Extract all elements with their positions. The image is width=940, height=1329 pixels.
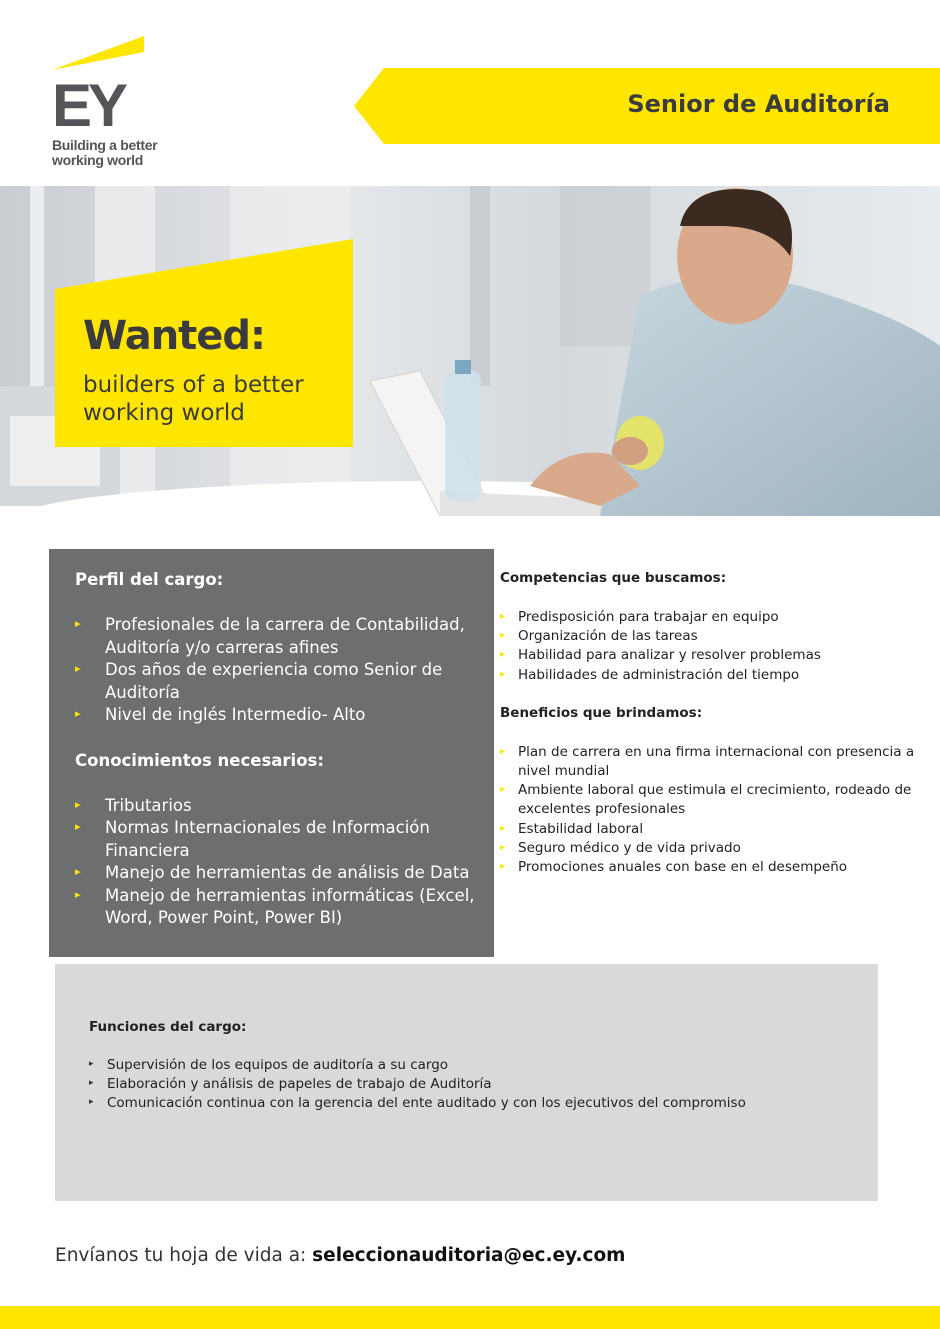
wanted-subtitle: builders of a better working world (83, 372, 304, 426)
logo-beam-icon (52, 36, 147, 76)
profile-list (75, 614, 484, 727)
wanted-box (55, 239, 353, 447)
competencies-benefits-column (500, 568, 920, 877)
list-item: ▸ Elaboración y análisis de papeles de trabajo de Auditoría (89, 1075, 858, 1094)
list-item: ▸ Supervisión de los equipos de auditoría a su cargo (89, 1056, 858, 1075)
list-item: ▸ Plan de carrera en una firma internacional con presencia a nivel mundial (500, 743, 920, 781)
contact-label: Envíanos tu hoja de vida a: (55, 1245, 313, 1266)
requirements-panel (49, 549, 494, 957)
list-item: ▸ Organización de las tareas (500, 627, 920, 646)
competencies-heading: Competencias que buscamos: (500, 570, 727, 586)
knowledge-list (75, 795, 484, 930)
functions-box (55, 964, 878, 1201)
ey-logo (52, 36, 182, 176)
list-item: ▸ Comunicación continua con la gerencia del ente auditado y con los ejecutivos del compromiso (89, 1094, 858, 1113)
list-item: ▸ Normas Internacionales de Información Financiera (75, 817, 484, 862)
wanted-title: Wanted: (83, 313, 266, 359)
list-item: ▸ Dos años de experiencia como Senior de Auditoría (75, 659, 484, 704)
list-item: ▸ Manejo de herramientas informáticas (Excel, Word, Power Point, Power BI) (75, 885, 484, 930)
contact-email-link[interactable]: seleccionauditoria@ec.ey.com (312, 1245, 626, 1266)
functions-heading: Funciones del cargo: (89, 1019, 247, 1035)
list-item: ▸ Tributarios (75, 795, 484, 818)
list-item: ▸ Habilidades de administración del tiempo (500, 666, 920, 685)
logo-tagline: Building a better working world (52, 137, 158, 168)
title-banner (354, 68, 940, 144)
functions-list (89, 1056, 858, 1114)
bottom-yellow-bar (0, 1306, 940, 1329)
list-item: ▸ Seguro médico y de vida privado (500, 839, 920, 858)
list-item: ▸ Estabilidad laboral (500, 820, 920, 839)
benefits-heading: Beneficios que brindamos: (500, 704, 703, 721)
list-item: ▸ Promociones anuales con base en el desempeño (500, 858, 920, 877)
list-item: ▸ Habilidad para analizar y resolver problemas (500, 646, 920, 665)
benefits-list (500, 743, 920, 877)
list-item: ▸ Predisposición para trabajar en equipo (500, 608, 920, 627)
list-item: ▸ Manejo de herramientas de análisis de Data (75, 862, 484, 885)
profile-heading: Perfil del cargo: (75, 570, 224, 589)
job-title: Senior de Auditoría (627, 90, 890, 118)
competencies-list (500, 608, 920, 685)
list-item: ▸ Profesionales de la carrera de Contabilidad, Auditoría y/o carreras afines (75, 614, 484, 659)
knowledge-heading: Conocimientos necesarios: (75, 750, 324, 770)
list-item: ▸ Ambiente laboral que estimula el crecimiento, rodeado de excelentes profesionales (500, 781, 920, 819)
contact-line (55, 1245, 625, 1266)
list-item: ▸ Nivel de inglés Intermedio- Alto (75, 704, 484, 727)
logo-letters: EY (52, 72, 125, 139)
